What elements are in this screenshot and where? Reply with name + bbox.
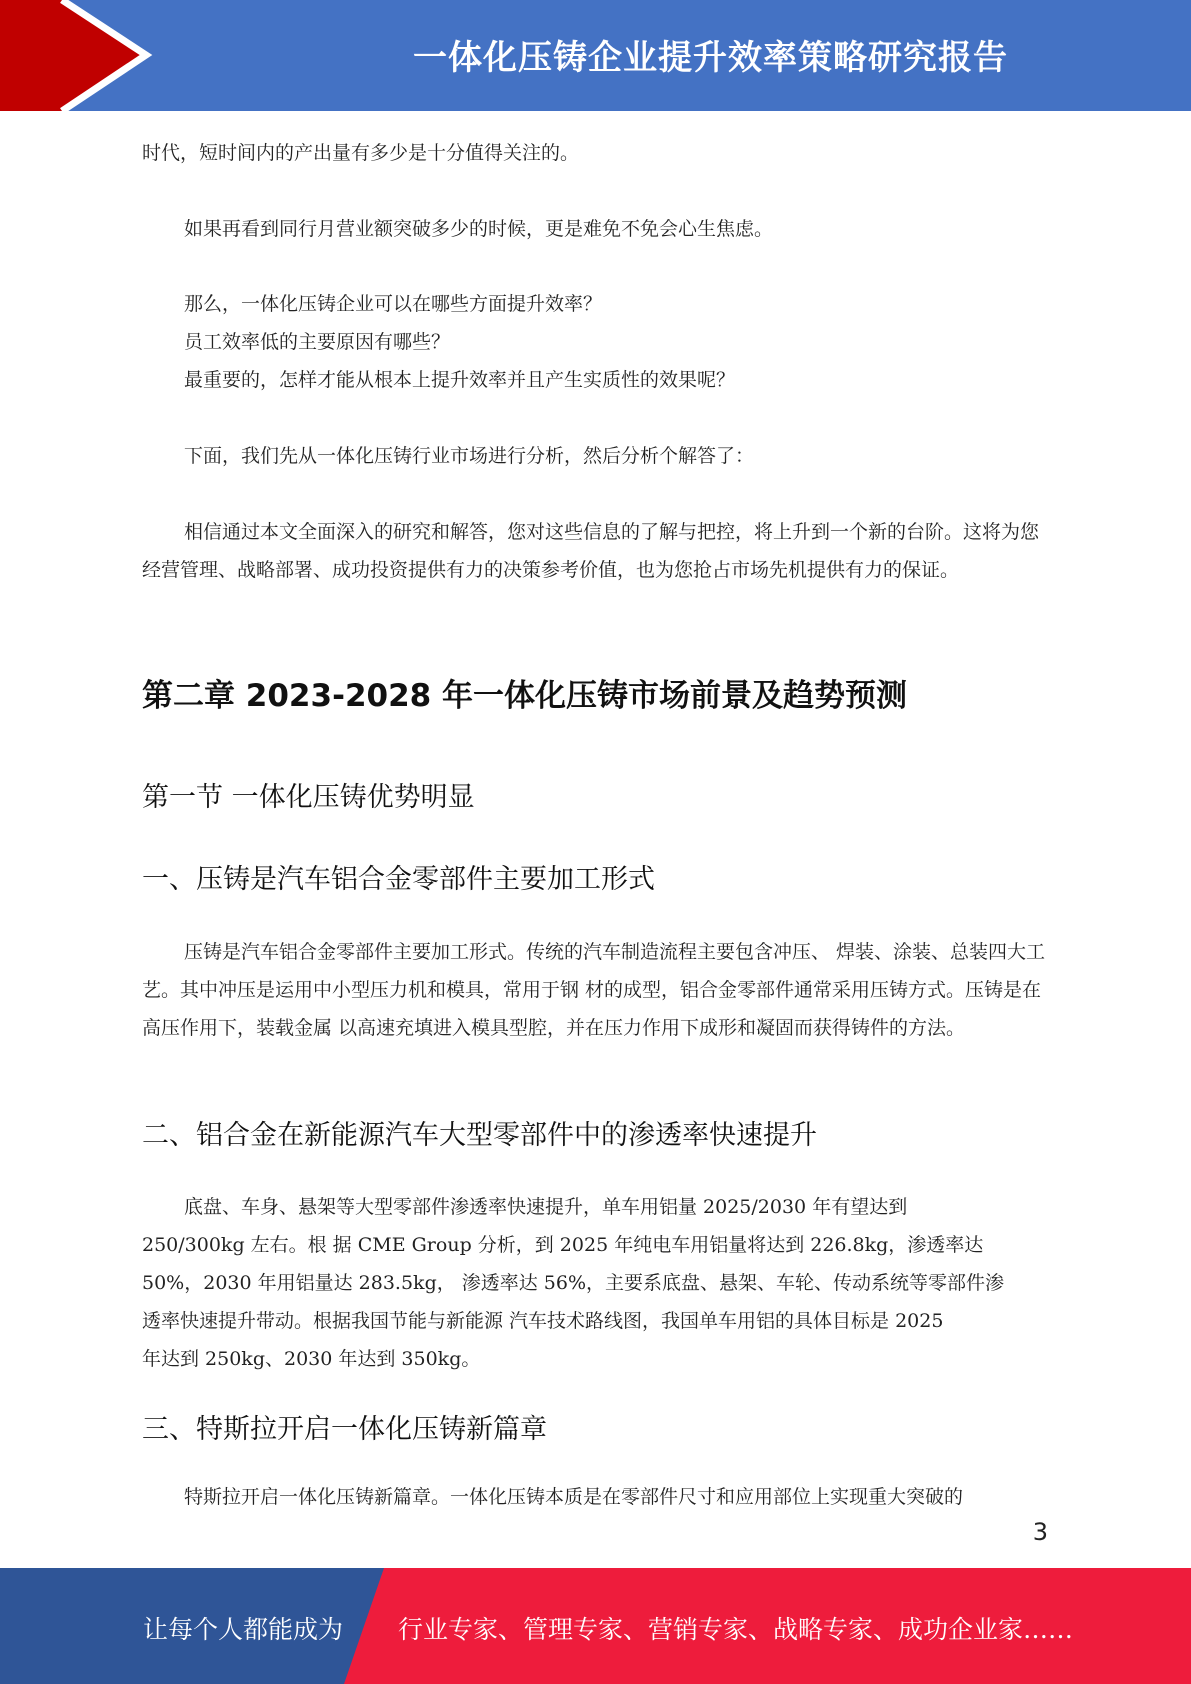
page-footer	[0, 1568, 1191, 1684]
chapter-title: 第二章 2023-2028 年一体化压铸市场前景及趋势预测	[142, 678, 908, 714]
subsection-title-2: 二、铝合金在新能源汽车大型零部件中的渗透率快速提升	[142, 1120, 817, 1151]
subsection-text-3: 特斯拉开启一体化压铸新篇章。一体化压铸本质是在零部件尺寸和应用部位上实现重大突破的	[184, 1486, 964, 1508]
subsection-text-2-line-5: 年达到 250kg、2030 年达到 350kg。	[142, 1348, 481, 1370]
section-title: 第一节 一体化压铸优势明显	[142, 782, 475, 813]
subsection-text-2-line-1: 底盘、车身、悬架等大型零部件渗透率快速提升，单车用铝量 2025/2030 年有望达到	[184, 1196, 908, 1218]
page-number: 3	[1032, 1518, 1048, 1546]
paragraph-4: 相信通过本文全面深入的研究和解答，您对这些信息的了解与把控，将上升到一个新的台阶。这将为您经营管理、战略部署、成功投资提供有力的决策参考价值，也为您抢占市场先机提供有力的保证。	[142, 521, 1040, 581]
subsection-text-1: 压铸是汽车铝合金零部件主要加工形式。传统的汽车制造流程主要包含冲压、 焊装、涂装、总装四大工艺。其中冲压是运用中小型压力机和模具，常用于钢 材的成型，铝合金零部件通常采用压铸方式。压铸是在高压作用下，装载金属 以高速充填进入模具型腔，并在压力作用下成形和凝固而获得铸件的方法。	[142, 941, 1046, 1039]
footer-slogan-right: 行业专家、管理专家、营销专家、战略专家、成功企业家……	[398, 1615, 1074, 1644]
subsection-text-2-line-4: 透率快速提升带动。根据我国节能与新能源 汽车技术路线图，我国单车用铝的具体目标是 2025	[142, 1310, 944, 1332]
footer-slogan-left: 让每个人都能成为	[143, 1615, 344, 1644]
document-title: 一体化压铸企业提升效率策略研究报告	[413, 38, 1008, 78]
subsection-text-2-line-3: 50%，2030 年用铝量达 283.5kg， 渗透率达 56%，主要系底盘、悬架、车轮、传动系统等零部件渗	[142, 1272, 1005, 1294]
page-header	[0, 0, 1191, 111]
paragraph-1: 时代，短时间内的产出量有多少是十分值得关注的。	[142, 142, 580, 164]
subsection-title-1: 一、压铸是汽车铝合金零部件主要加工形式	[142, 864, 655, 895]
paragraph-2: 如果再看到同行月营业额突破多少的时候，更是难免不免会心生焦虑。	[184, 218, 774, 240]
subsection-title-3: 三、特斯拉开启一体化压铸新篇章	[142, 1414, 547, 1445]
paragraph-3: 下面，我们先从一体化压铸行业市场进行分析，然后分析个解答了：	[184, 445, 755, 467]
subsection-text-2-line-2: 250/300kg 左右。根 据 CME Group 分析，到 2025 年纯电车用铝量将达到 226.8kg，渗透率达	[142, 1234, 984, 1256]
question-2: 员工效率低的主要原因有哪些？	[184, 331, 451, 353]
question-3: 最重要的，怎样才能从根本上提升效率并且产生实质性的效果呢？	[184, 369, 736, 391]
question-1: 那么，一体化压铸企业可以在哪些方面提升效率？	[184, 293, 603, 315]
